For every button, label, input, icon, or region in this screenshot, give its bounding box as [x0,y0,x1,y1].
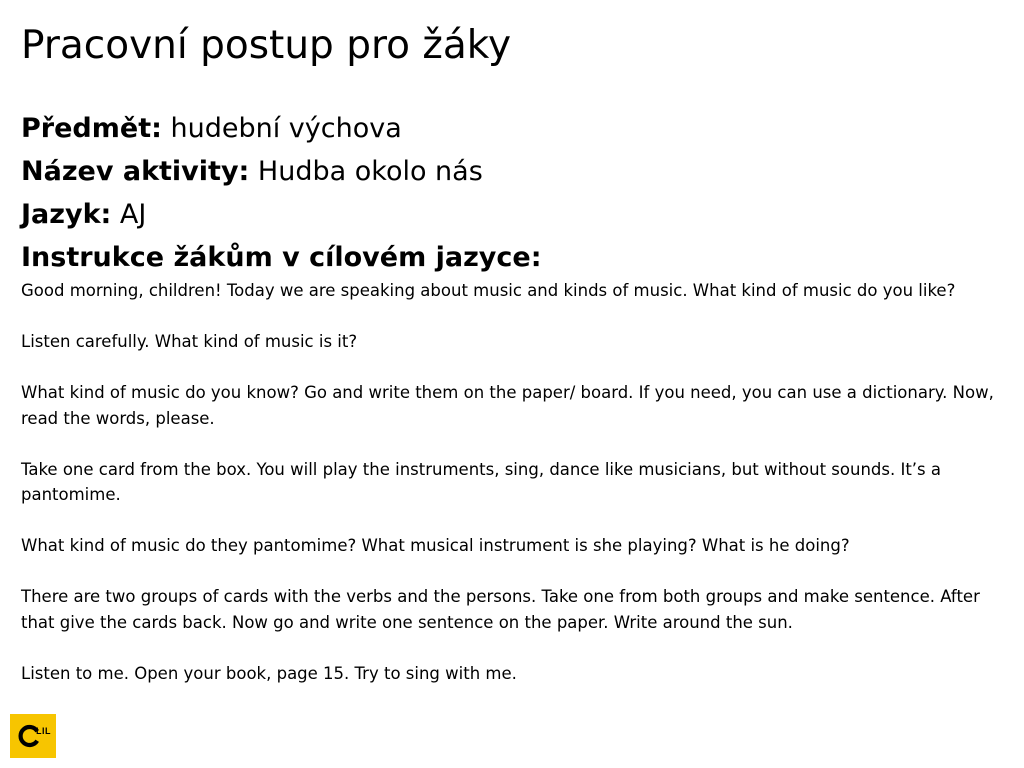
meta-activity-name [21,150,1001,193]
instruction-paragraph: There are two groups of cards with the verbs and the persons. Take one from both groups and make sentence. After that give the cards back. Now go and write one sentence on the paper. Write around the sun. [21,587,980,632]
clil-logo-icon [10,714,56,758]
instruction-paragraph: Listen to me. Open your book, page 15. Try to sing with me. [21,663,517,683]
meta-value: AJ [111,199,147,230]
instruction-paragraph: Good morning, children! Today we are speaking about music and kinds of music. What kind of music do you like? [21,281,956,300]
instruction-paragraph: What kind of music do you know? Go and write them on the paper/ board. If you need, you can use a dictionary. Now, read the words, please. [21,383,994,428]
instruction-paragraph: Listen carefully. What kind of music is it? [21,332,358,351]
meta-key: Předmět: [21,113,162,144]
activity-meta [21,107,1001,279]
meta-key: Název aktivity: [21,156,250,187]
clil-logo [10,714,56,758]
meta-subject [21,107,1001,150]
meta-key: Instrukce žákům v cílovém jazyce: [21,242,542,273]
instructions-list [21,278,1006,686]
logo-text: LIL [36,726,51,736]
meta-instructions-heading [21,236,1001,279]
meta-value: hudební výchova [161,113,402,144]
meta-key: Jazyk: [21,199,112,230]
instruction-paragraph: Take one card from the box. You will play the instruments, sing, dance like musicians, but without sounds. It’s a pantomime. [21,459,941,504]
meta-language [21,193,1001,236]
meta-value: Hudba okolo nás [249,156,483,187]
slide-title: Pracovní postup pro žáky [21,23,512,68]
instruction-paragraph: What kind of music do they pantomime? What musical instrument is she playing? What is he doing? [21,536,850,555]
